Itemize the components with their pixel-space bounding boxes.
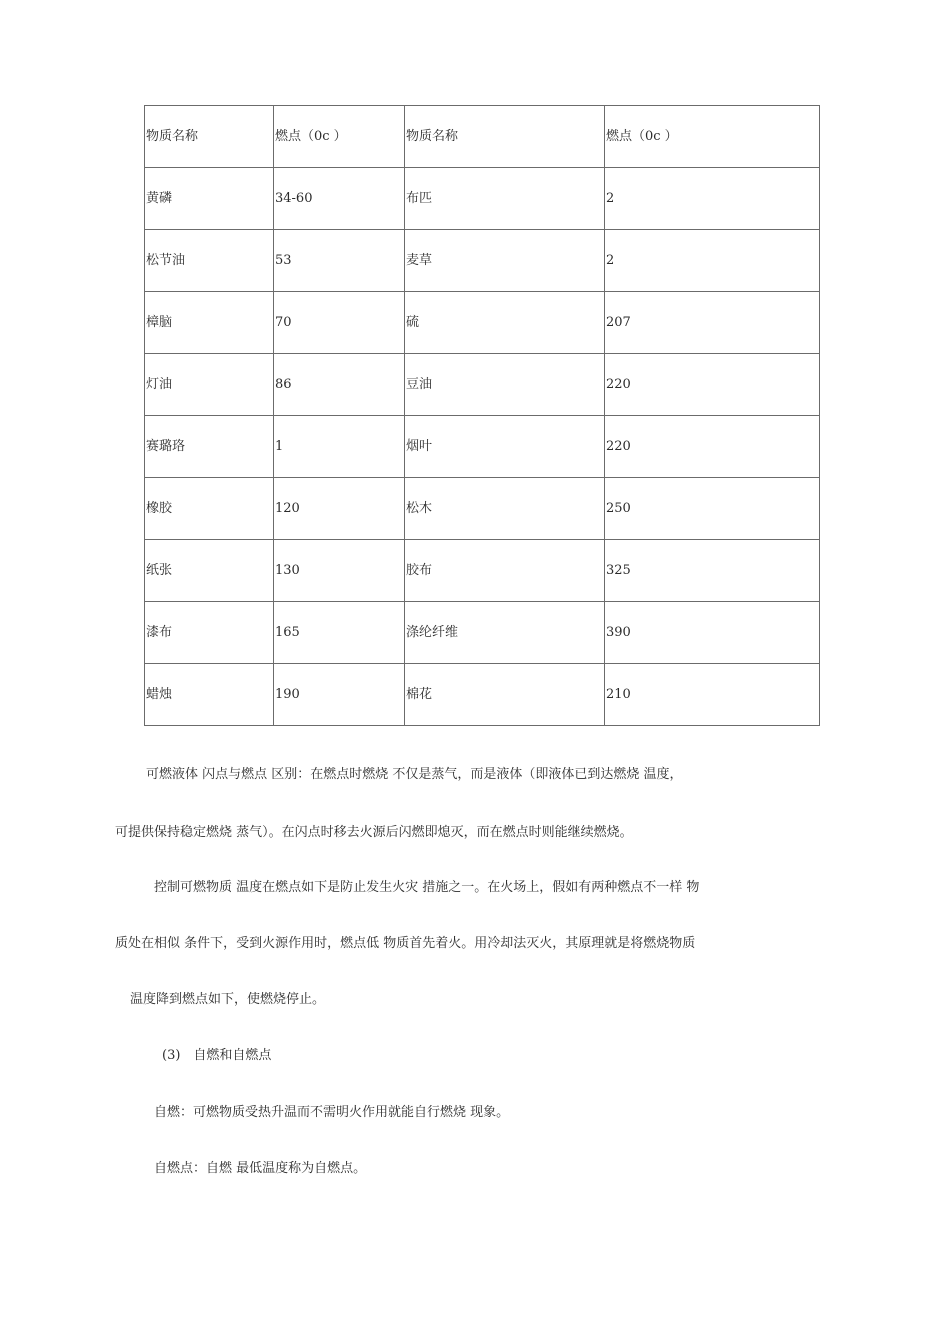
header-ignition-point-2: 燃点（0c ） xyxy=(605,106,820,168)
cell-substance-name-2: 烟叶 xyxy=(405,416,605,478)
cell-substance-name-1: 蜡烛 xyxy=(145,664,274,726)
cell-substance-name-1: 松节油 xyxy=(145,230,274,292)
header-ignition-point-1: 燃点（0c ） xyxy=(274,106,405,168)
cell-ignition-point-1: 34-60 xyxy=(274,168,405,230)
cell-substance-name-1: 橡胶 xyxy=(145,478,274,540)
cell-substance-name-2: 豆油 xyxy=(405,354,605,416)
cell-substance-name-1: 黄磷 xyxy=(145,168,274,230)
ignition-point-table xyxy=(144,105,820,726)
paragraph-autoignition-point-definition: 自燃点：自燃 最低温度称为自燃点。 xyxy=(154,1161,367,1176)
table-row xyxy=(145,292,820,354)
cell-ignition-point-1: 1 xyxy=(274,416,405,478)
cell-ignition-point-2: 250 xyxy=(605,478,820,540)
cell-ignition-point-1: 120 xyxy=(274,478,405,540)
paragraph-fire-prevention-line3: 温度降到燃点如下，使燃烧停止。 xyxy=(130,992,326,1007)
cell-substance-name-2: 胶布 xyxy=(405,540,605,602)
section-heading-autoignition: (3) 自燃和自燃点 xyxy=(162,1048,272,1063)
paragraph-autoignition-definition: 自燃：可燃物质受热升温而不需明火作用就能自行燃烧 现象。 xyxy=(154,1105,510,1120)
cell-substance-name-2: 棉花 xyxy=(405,664,605,726)
cell-ignition-point-1: 130 xyxy=(274,540,405,602)
paragraph-fire-prevention-line1: 控制可燃物质 温度在燃点如下是防止发生火灾 措施之一。在火场上，假如有两种燃点不一样 物 xyxy=(154,880,700,895)
header-substance-name-1: 物质名称 xyxy=(145,106,274,168)
table-row xyxy=(145,602,820,664)
cell-ignition-point-2: 207 xyxy=(605,292,820,354)
cell-substance-name-1: 漆布 xyxy=(145,602,274,664)
cell-substance-name-1: 樟脑 xyxy=(145,292,274,354)
header-substance-name-2: 物质名称 xyxy=(405,106,605,168)
table-row xyxy=(145,540,820,602)
cell-ignition-point-2: 325 xyxy=(605,540,820,602)
paragraph-fire-prevention-line2: 质处在相似 条件下，受到火源作用时，燃点低 物质首先着火。用冷却法灭火，其原理就是将燃烧物质 xyxy=(115,936,696,951)
table-header-row xyxy=(145,106,820,168)
cell-substance-name-1: 纸张 xyxy=(145,540,274,602)
paragraph-flash-vs-fire-line2: 可提供保持稳定燃烧 蒸气）。在闪点时移去火源后闪燃即熄灭，而在燃点时则能继续燃烧。 xyxy=(115,825,633,840)
cell-substance-name-2: 麦草 xyxy=(405,230,605,292)
cell-ignition-point-1: 190 xyxy=(274,664,405,726)
cell-substance-name-2: 涤纶纤维 xyxy=(405,602,605,664)
paragraph-flash-vs-fire-line1: 可燃液体 闪点与燃点 区别：在燃点时燃烧 不仅是蒸气，而是液体（即液体已到达燃烧 温度， xyxy=(146,767,683,782)
table-row xyxy=(145,664,820,726)
cell-ignition-point-2: 220 xyxy=(605,416,820,478)
cell-substance-name-1: 赛璐珞 xyxy=(145,416,274,478)
cell-ignition-point-2: 390 xyxy=(605,602,820,664)
cell-substance-name-1: 灯油 xyxy=(145,354,274,416)
cell-ignition-point-2: 2 xyxy=(605,168,820,230)
cell-ignition-point-1: 165 xyxy=(274,602,405,664)
cell-ignition-point-2: 210 xyxy=(605,664,820,726)
cell-ignition-point-2: 2 xyxy=(605,230,820,292)
cell-ignition-point-1: 53 xyxy=(274,230,405,292)
cell-ignition-point-1: 70 xyxy=(274,292,405,354)
cell-ignition-point-2: 220 xyxy=(605,354,820,416)
table-body xyxy=(145,106,820,726)
table-row xyxy=(145,230,820,292)
table-row xyxy=(145,478,820,540)
cell-substance-name-2: 布匹 xyxy=(405,168,605,230)
cell-substance-name-2: 硫 xyxy=(405,292,605,354)
cell-ignition-point-1: 86 xyxy=(274,354,405,416)
table-row xyxy=(145,168,820,230)
table-row xyxy=(145,354,820,416)
cell-substance-name-2: 松木 xyxy=(405,478,605,540)
table-row xyxy=(145,416,820,478)
